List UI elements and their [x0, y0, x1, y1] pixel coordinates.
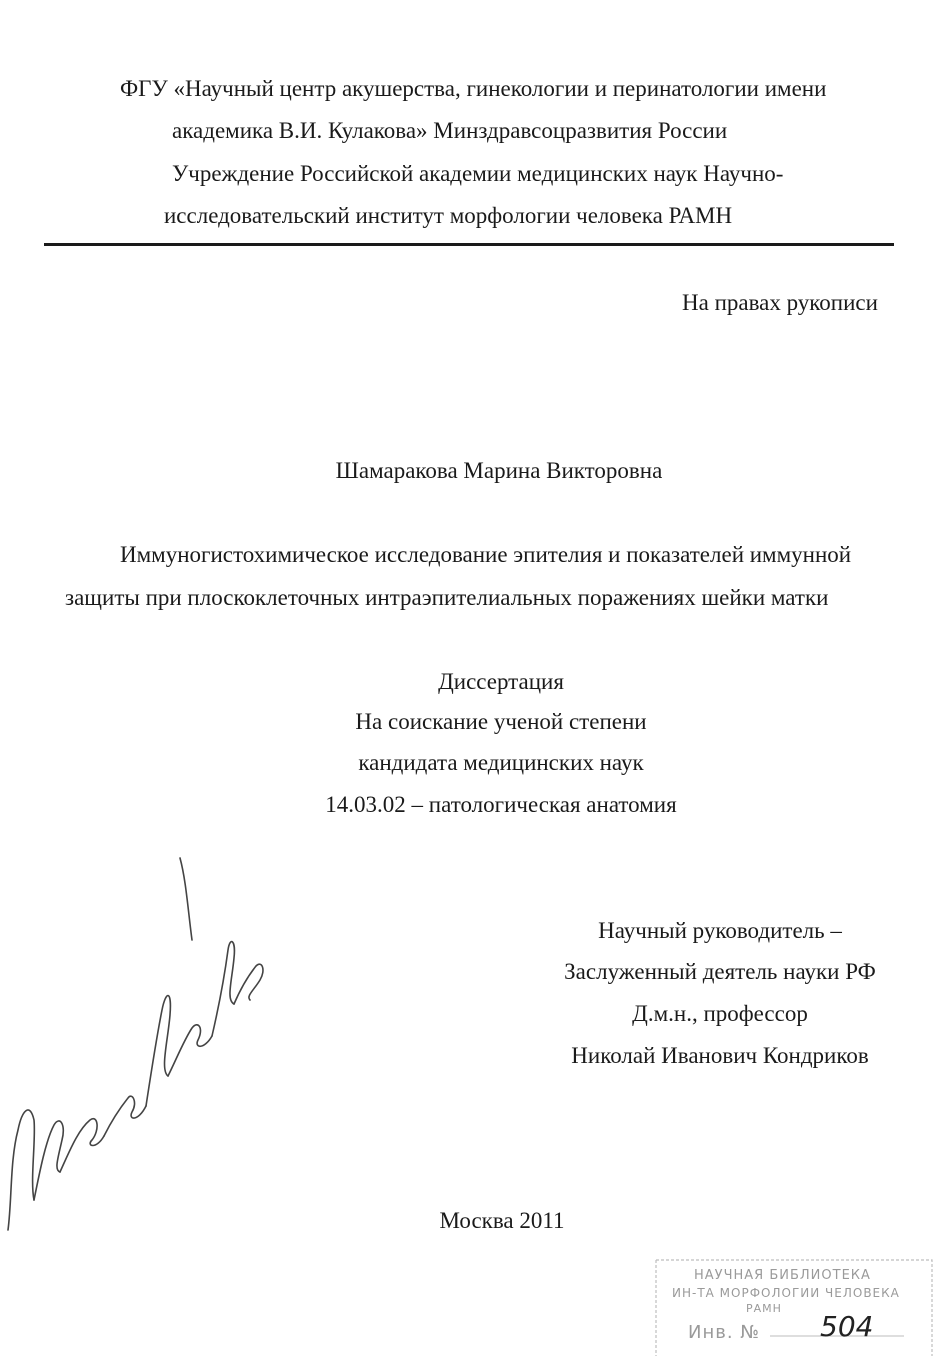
- supervisor-role: Научный руководитель –: [598, 918, 842, 943]
- library-stamp: [654, 1258, 934, 1358]
- specialty-code: 14.03.02 – патологическая анатомия: [325, 792, 677, 817]
- place-year: Москва 2011: [439, 1208, 565, 1233]
- stamp-line-1: НАУЧНАЯ БИБЛИОТЕКА: [694, 1268, 871, 1283]
- stamp-inv-number: 504: [820, 1310, 874, 1343]
- supervisor-name: Николай Иванович Кондриков: [571, 1043, 869, 1068]
- dissertation-title-line-1: Иммуногистохимическое исследование эпителия и показателей иммунной: [120, 542, 852, 567]
- degree-purpose: На соискание ученой степени: [355, 709, 647, 734]
- stamp-line-2: ИН-ТА МОРФОЛОГИИ ЧЕЛОВЕКА: [672, 1286, 900, 1300]
- header-divider: [44, 243, 894, 246]
- degree-name: кандидата медицинских наук: [358, 750, 644, 775]
- document-type: Диссертация: [438, 669, 564, 694]
- supervisor-honor: Заслуженный деятель науки РФ: [564, 959, 876, 984]
- institution-line-2: академика В.И. Кулакова» Минздравсоцразвития России: [172, 118, 728, 143]
- institution-line-3: Учреждение Российской академии медицинских наук Научно-: [172, 161, 784, 186]
- supervisor-title: Д.м.н., профессор: [632, 1001, 808, 1026]
- institution-line-4: исследовательский институт морфологии человека РАМН: [164, 203, 733, 228]
- rights-note: На правах рукописи: [682, 290, 878, 315]
- stamp-line-3: РАМН: [746, 1302, 782, 1315]
- handwritten-signature: [0, 840, 270, 1240]
- institution-line-1: ФГУ «Научный центр акушерства, гинекологии и перинатологии имени: [120, 76, 827, 101]
- stamp-inv-label: Инв. №: [688, 1322, 761, 1343]
- dissertation-title-line-2: защиты при плоскоклеточных интраэпителиальных поражениях шейки матки: [65, 585, 829, 610]
- author-name: Шамаракова Марина Викторовна: [335, 458, 663, 483]
